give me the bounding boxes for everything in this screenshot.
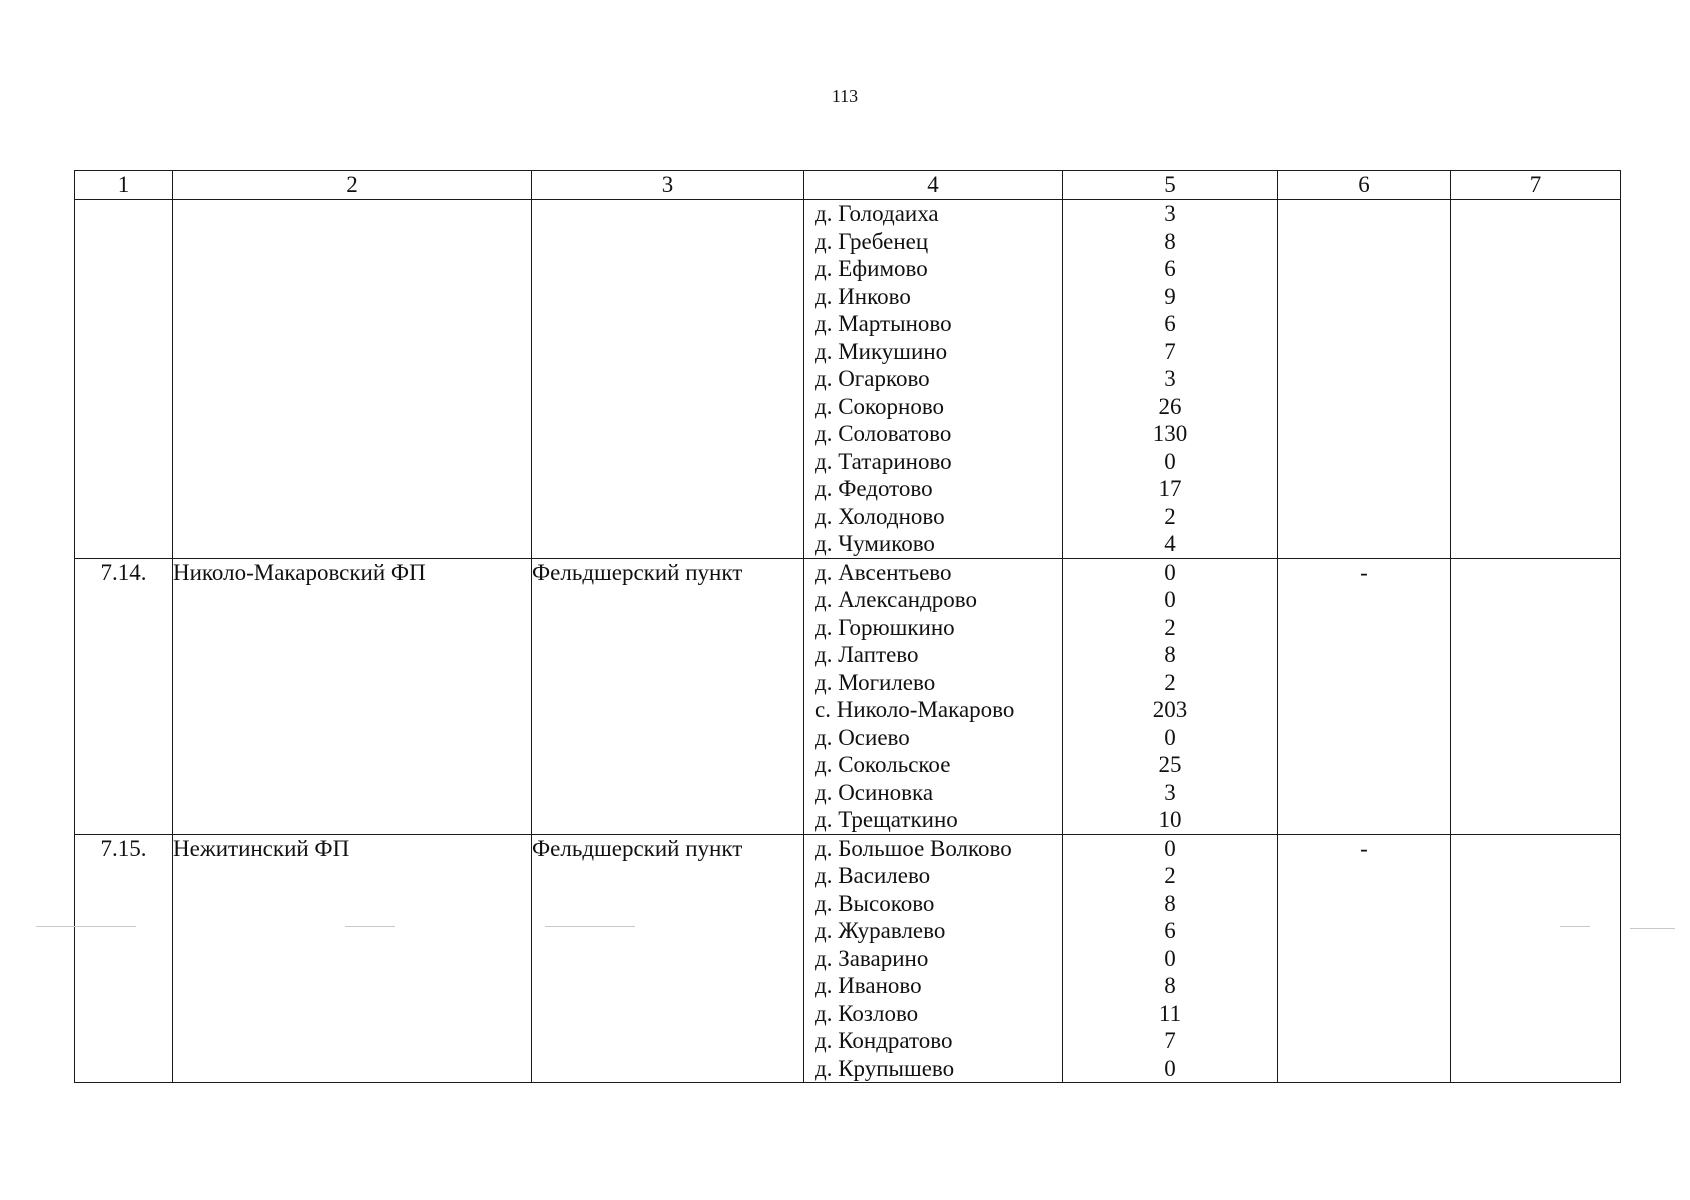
column-header-4: 4	[804, 171, 1063, 200]
scan-speck	[545, 926, 635, 927]
settlement-name: д. Соловатово	[815, 421, 952, 446]
population-cell	[1063, 558, 1278, 834]
settlement-population: 6	[1164, 256, 1176, 281]
settlement-name: д. Холодново	[815, 503, 945, 529]
settlement-name: д. Лаптево	[815, 642, 919, 667]
settlement-population: 8	[1164, 890, 1176, 916]
settlement-population: 8	[1164, 228, 1176, 254]
facility-type-cell: Фельдшерский пункт	[532, 834, 804, 1083]
column-header-1: 1	[75, 171, 173, 200]
settlement-population: 3	[1164, 201, 1176, 226]
row-number-cell	[75, 200, 173, 559]
scan-speck	[36, 926, 136, 927]
facility-type-cell	[532, 200, 804, 559]
settlement-name: д. Высоково	[815, 890, 935, 916]
population-cell	[1063, 834, 1278, 1083]
settlement-name: д. Осиновка	[815, 779, 934, 805]
facility-name-cell: Нежитинский ФП	[173, 834, 532, 1083]
settlement-population: 2	[1164, 503, 1176, 529]
settlement-population: 7	[1164, 1028, 1176, 1053]
settlement-population: 3	[1164, 366, 1176, 391]
column-6-cell: -	[1278, 834, 1451, 1083]
settlement-population: 0	[1164, 448, 1176, 474]
settlement-name: д. Горюшкино	[815, 614, 955, 640]
settlement-population: 25	[1158, 752, 1182, 777]
settlement-name: д. Козлово	[815, 1000, 919, 1026]
settlement-name: д. Сокольское	[815, 752, 951, 777]
settlement-name: д. Трещаткино	[815, 807, 958, 832]
settlement-name: д. Татариново	[815, 448, 952, 474]
page-number: 113	[831, 86, 859, 106]
settlement-population: 8	[1164, 642, 1176, 667]
settlement-name: д. Голодаиха	[815, 201, 939, 226]
column-7-cell	[1451, 200, 1621, 559]
table-row	[75, 558, 1621, 834]
settlement-population: 8	[1164, 973, 1176, 998]
settlement-population: 7	[1164, 338, 1176, 364]
settlements-cell	[804, 834, 1063, 1083]
settlement-population: 4	[1164, 531, 1176, 556]
column-header-7: 7	[1451, 171, 1621, 200]
settlements-table	[74, 170, 1621, 1083]
settlement-name: д. Инково	[815, 283, 911, 309]
settlement-name: д. Могилево	[815, 669, 936, 695]
scan-speck	[1630, 928, 1675, 929]
column-7-cell	[1451, 558, 1621, 834]
settlement-name: д. Крупышево	[815, 1055, 955, 1081]
settlement-name: д. Чумиково	[815, 531, 935, 556]
column-6-cell: -	[1278, 558, 1451, 834]
scan-speck	[345, 926, 395, 927]
row-number-cell: 7.15.	[75, 834, 173, 1083]
settlement-name: д. Заварино	[815, 945, 929, 971]
population-cell	[1063, 200, 1278, 559]
facility-name-cell: Николо-Макаровский ФП	[173, 558, 532, 834]
facility-type-cell: Фельдшерский пункт	[532, 558, 804, 834]
settlement-population: 2	[1164, 614, 1176, 640]
settlement-population: 0	[1164, 587, 1176, 612]
settlement-population: 2	[1164, 669, 1176, 695]
settlement-population: 130	[1152, 421, 1188, 446]
table-row	[75, 834, 1621, 1083]
settlements-cell	[804, 558, 1063, 834]
settlement-name: д. Микушино	[815, 338, 948, 364]
settlement-name: д. Федотово	[815, 476, 933, 501]
settlement-name: д. Сокорново	[815, 393, 945, 419]
settlement-name: д. Гребенец	[815, 228, 929, 254]
column-6-cell	[1278, 200, 1451, 559]
scan-speck	[1560, 926, 1590, 927]
facility-name-cell	[173, 200, 532, 559]
settlement-population: 17	[1158, 476, 1182, 501]
column-header-5: 5	[1063, 171, 1278, 200]
settlement-population: 2	[1164, 863, 1176, 888]
settlement-population: 0	[1164, 945, 1176, 971]
settlement-name: д. Иваново	[815, 973, 922, 998]
row-number-cell: 7.14.	[75, 558, 173, 834]
settlement-population: 9	[1164, 283, 1176, 309]
settlement-population: 10	[1158, 807, 1182, 832]
settlement-name: с. Николо-Макарово	[815, 697, 1015, 722]
settlement-population: 0	[1164, 835, 1176, 861]
settlement-population: 0	[1164, 1055, 1176, 1081]
table-row	[75, 200, 1621, 559]
settlement-name: д. Мартыново	[815, 311, 952, 336]
settlement-population: 26	[1158, 393, 1182, 419]
column-header-2: 2	[173, 171, 532, 200]
settlements-cell	[804, 200, 1063, 559]
column-7-cell	[1451, 834, 1621, 1083]
settlement-name: д. Александрово	[815, 587, 978, 612]
settlement-name: д. Журавлево	[815, 918, 946, 943]
settlement-population: 0	[1164, 559, 1176, 585]
settlement-population: 0	[1164, 724, 1176, 750]
settlement-name: д. Кондратово	[815, 1028, 953, 1053]
column-header-3: 3	[532, 171, 804, 200]
settlement-population: 11	[1158, 1000, 1182, 1026]
settlement-population: 203	[1152, 697, 1188, 722]
settlement-name: д. Огарково	[815, 366, 930, 391]
settlement-population: 3	[1164, 779, 1176, 805]
settlement-population: 6	[1164, 311, 1176, 336]
settlement-name: д. Василево	[815, 863, 931, 888]
column-header-6: 6	[1278, 171, 1451, 200]
settlement-population: 6	[1164, 918, 1176, 943]
column-number-row	[75, 171, 1621, 200]
settlement-name: д. Большое Волково	[815, 835, 1012, 861]
settlement-name: д. Осиево	[815, 724, 910, 750]
settlement-name: д. Авсентьево	[815, 559, 952, 585]
settlement-name: д. Ефимово	[815, 256, 928, 281]
